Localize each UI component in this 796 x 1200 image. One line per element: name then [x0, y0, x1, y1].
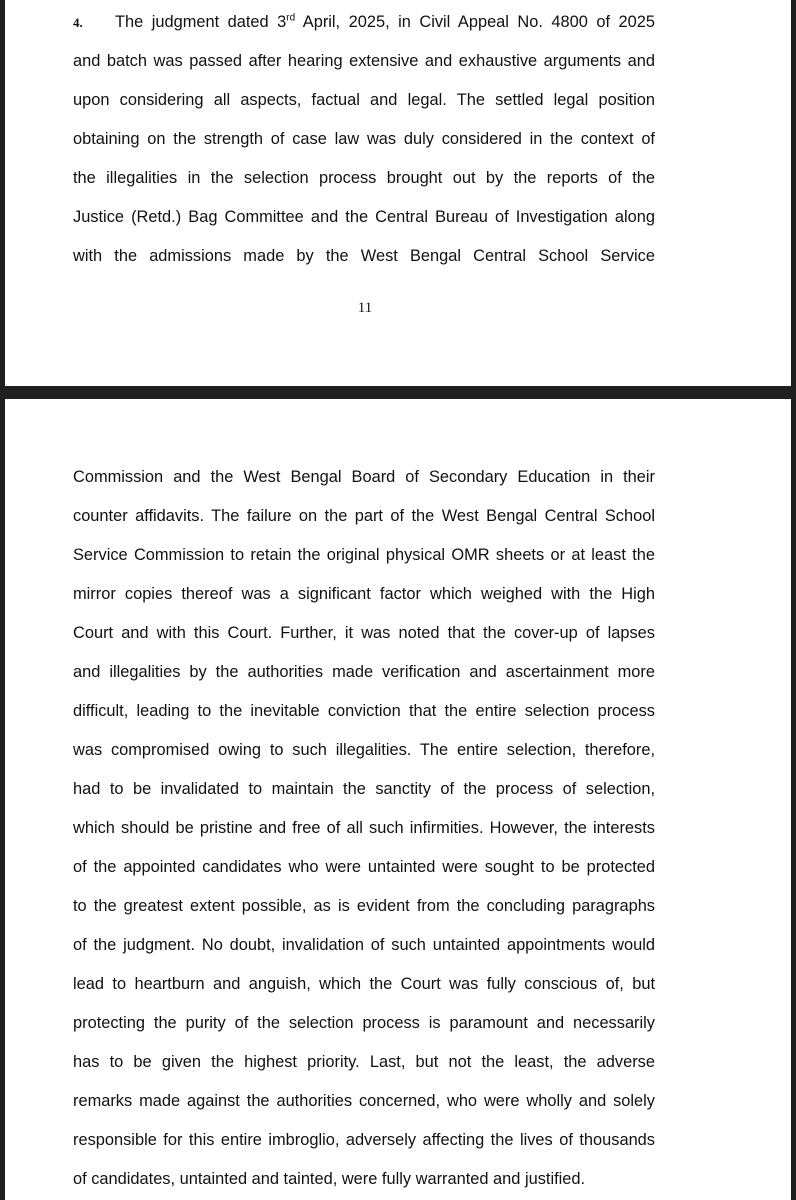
text-line: difficult, leading to the inevitable conviction that the entire selection process: [73, 702, 655, 720]
text-line: was compromised owing to such illegalities. The entire selection, therefore,: [73, 741, 655, 759]
text-line: Service Commission to retain the original physical OMR sheets or at least the: [73, 546, 655, 564]
text-line: had to be invalidated to maintain the sanctity of the process of selection,: [73, 780, 655, 798]
text-line: mirror copies thereof was a significant factor which weighed with the High: [73, 585, 655, 603]
paragraph-number: 4.: [73, 15, 83, 30]
text-line: counter affidavits. The failure on the part of the West Bengal Central School: [73, 507, 655, 525]
text-line: of the judgment. No doubt, invalidation of such untainted appointments would: [73, 936, 655, 954]
text-line-last: of candidates, untainted and tainted, were fully warranted and justified.: [73, 1170, 586, 1188]
document-page-12: [5, 399, 791, 1200]
document-page-11: [5, 0, 791, 386]
page-number: 11: [357, 300, 373, 316]
text-line: of the appointed candidates who were untainted were sought to be protected: [73, 858, 655, 876]
text-line: which should be pristine and free of all such infirmities. However, the interests: [73, 819, 655, 837]
text-line: the illegalities in the selection process brought out by the reports of the: [73, 169, 655, 187]
line-text: The judgment dated 3: [115, 13, 287, 31]
text-line: has to be given the highest priority. Last, but not the least, the adverse: [73, 1053, 655, 1071]
text-line: lead to heartburn and anguish, which the Court was fully conscious of, but: [73, 975, 655, 993]
line-text: April, 2025, in Civil Appeal No. 4800 of 2025: [295, 13, 655, 31]
text-line: with the admissions made by the West Bengal Central School Service: [73, 247, 655, 265]
text-line: responsible for this entire imbroglio, adversely affecting the lives of thousands: [73, 1131, 655, 1149]
text-line: to the greatest extent possible, as is evident from the concluding paragraphs: [73, 897, 655, 915]
text-line: remarks made against the authorities concerned, who were wholly and solely: [73, 1092, 655, 1110]
text-line: and batch was passed after hearing extensive and exhaustive arguments and: [73, 52, 655, 70]
text-line: obtaining on the strength of case law was duly considered in the context of: [73, 130, 655, 148]
text-line: Justice (Retd.) Bag Committee and the Central Bureau of Investigation along: [73, 208, 655, 226]
text-line: Commission and the West Bengal Board of Secondary Education in their: [73, 468, 655, 486]
text-line: upon considering all aspects, factual and legal. The settled legal position: [73, 91, 655, 109]
text-line: and illegalities by the authorities made verification and ascertainment more: [73, 663, 655, 681]
text-line: protecting the purity of the selection process is paramount and necessarily: [73, 1014, 655, 1032]
text-line: Court and with this Court. Further, it was noted that the cover-up of lapses: [73, 624, 655, 642]
paragraph-first-line: [73, 9, 655, 35]
ordinal-superscript: rd: [286, 12, 296, 24]
